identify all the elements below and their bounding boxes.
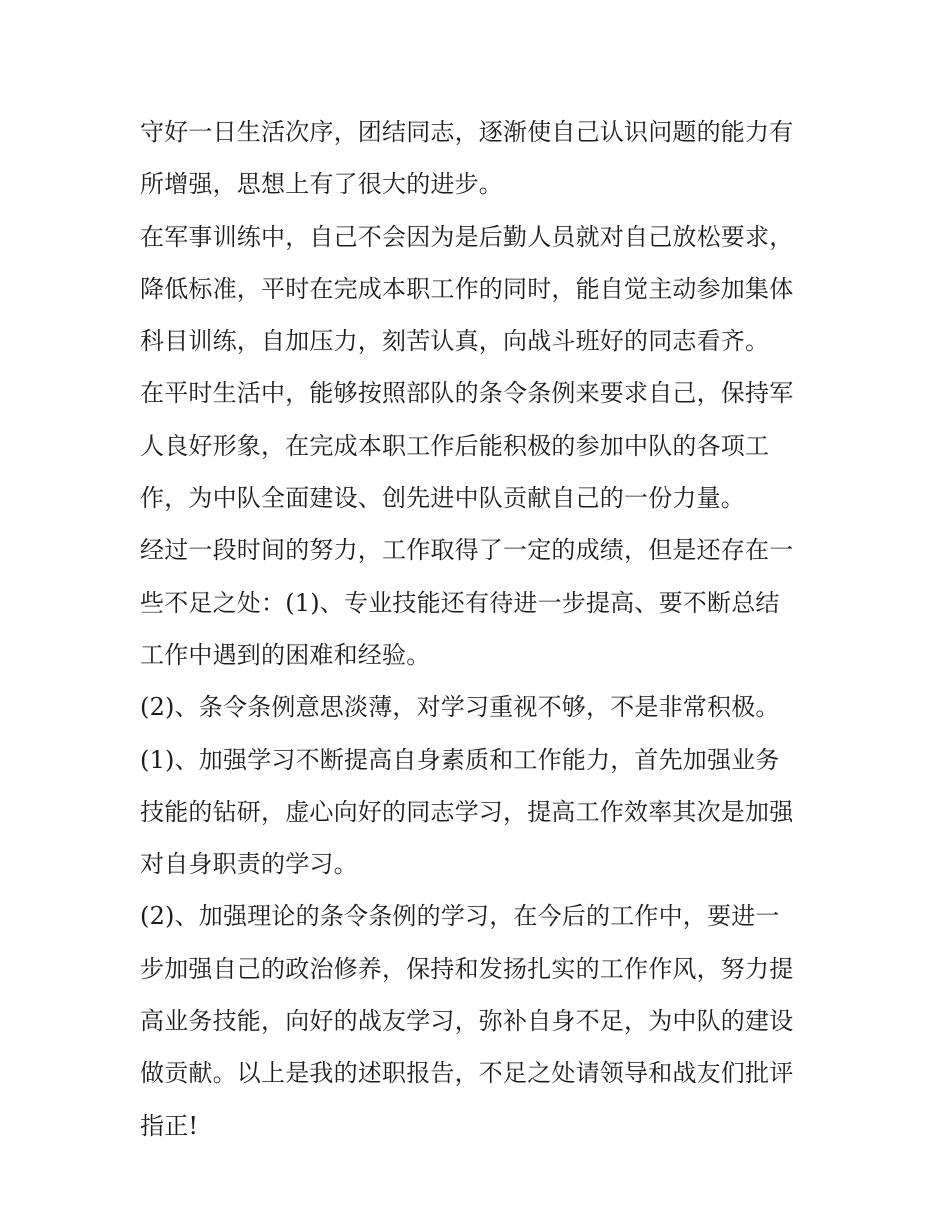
text-line: 科目训练，自加压力，刻苦认真，向战斗班好的同志看齐。	[140, 327, 770, 356]
text-line: 指正!	[140, 1111, 199, 1140]
text-line: 做贡献。以上是我的述职报告，不足之处请领导和战友们批评	[140, 1059, 794, 1088]
text-line: 人良好形象，在完成本职工作后能积极的参加中队的各项工	[140, 431, 770, 460]
text-line: 降低标准，平时在完成本职工作的同时，能自觉主动参加集体	[140, 274, 794, 303]
text-line: 在平时生活中，能够按照部队的条令条例来要求自己，保持军	[140, 379, 794, 408]
text-line: (2)、加强理论的条令条例的学习，在今后的工作中，要进一	[140, 902, 780, 931]
body-text	[140, 106, 816, 1152]
text-line: 在军事训练中，自己不会因为是后勤人员就对自己放松要求，	[140, 222, 794, 251]
text-line: 对自身职责的学习。	[140, 850, 358, 879]
text-line: 经过一段时间的努力，工作取得了一定的成绩，但是还存在一	[140, 536, 794, 565]
text-line: 工作中遇到的困难和经验。	[140, 640, 431, 669]
text-line: (1)、加强学习不断提高自身素质和工作能力，首先加强业务	[140, 745, 780, 774]
text-line: 技能的钻研，虚心向好的同志学习，提高工作效率其次是加强	[140, 797, 794, 826]
text-line: 作，为中队全面建设、创先进中队贡献自己的一份力量。	[140, 484, 745, 513]
text-line: 步加强自己的政治修养，保持和发扬扎实的工作作风，努力提	[140, 954, 794, 983]
text-line: (2)、条令条例意思淡薄，对学习重视不够，不是非常积极。	[140, 693, 780, 722]
text-line: 高业务技能，向好的战友学习，弥补自身不足，为中队的建设	[140, 1007, 794, 1036]
text-line: 些不足之处：(1)、专业技能还有待进一步提高、要不断总结	[140, 588, 780, 617]
text-line: 守好一日生活次序，团结同志，逐渐使自己认识问题的能力有	[140, 118, 794, 146]
text-line: 所增强，思想上有了很大的进步。	[140, 170, 503, 199]
